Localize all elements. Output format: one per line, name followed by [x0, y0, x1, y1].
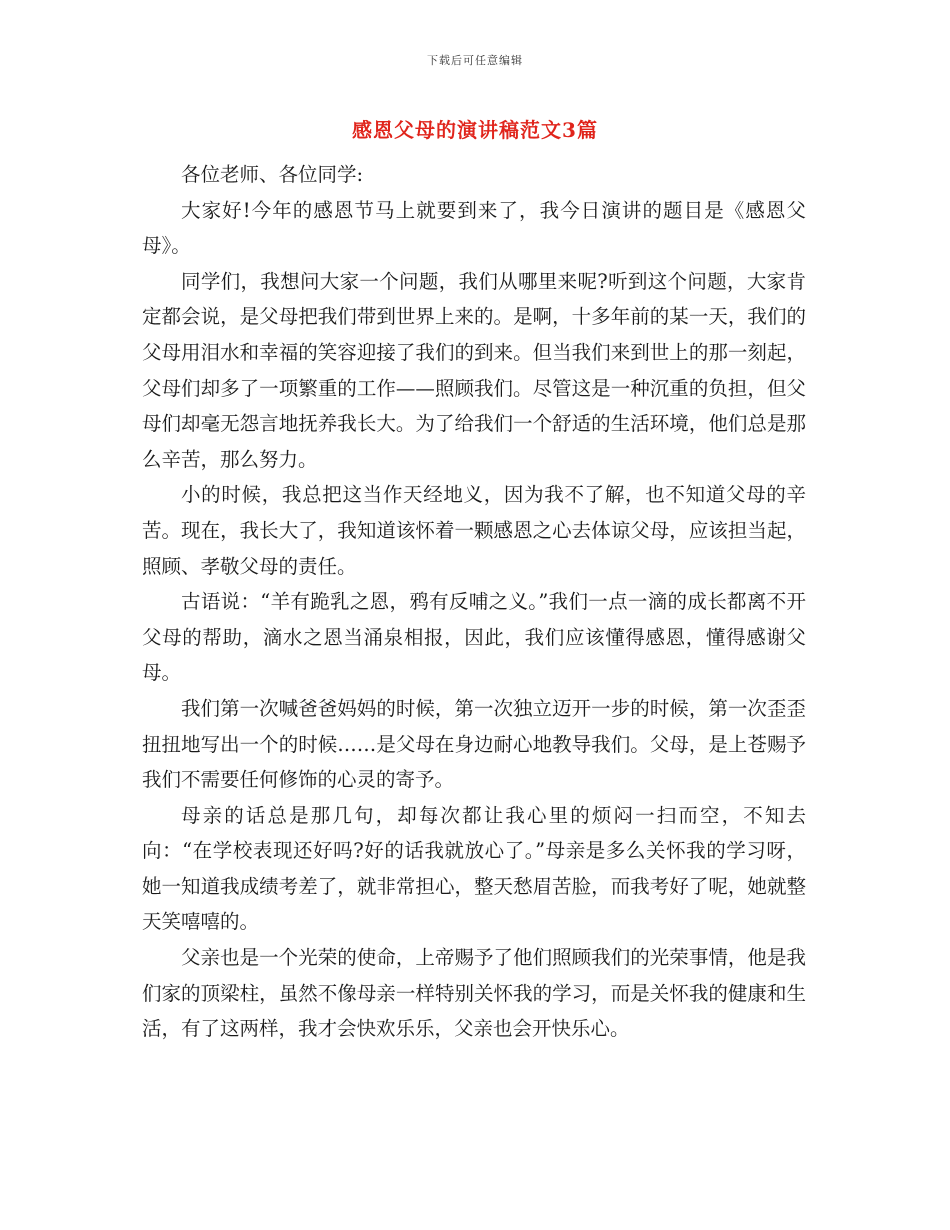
paragraph-3: 小的时候，我总把这当作天经地义，因为我不了解，也不知道父母的辛苦。现在，我长大了，我知道该怀着一颗感恩之心去体谅父母，应该担当起，照顾、孝敬父母的责任。: [142, 483, 806, 578]
paragraph-1: 大家好!今年的感恩节马上就要到来了，我今日演讲的题目是《感恩父母》。: [142, 198, 806, 258]
paragraph-7: 父亲也是一个光荣的使命，上帝赐予了他们照顾我们的光荣事情，他是我们家的顶梁柱，虽然不像母亲一样特别关怀我的学习，而是关怀我的健康和生活，有了这两样，我才会快欢乐乐，父亲也会开快乐心。: [142, 946, 806, 1041]
page-header-note: 下载后可任意编辑: [427, 54, 523, 67]
paragraph-greeting: 各位老师、各位同学:: [181, 163, 364, 186]
paragraph-6: 母亲的话总是那几句，却每次都让我心里的烦闷一扫而空，不知去向：“在学校表现还好吗?好的话我就放心了。”母亲是多么关怀我的学习呀，她一知道我成绩考差了，就非常担心，整天愁眉苦脸，而我考好了呢，她就整天笑嘻嘻的。: [142, 803, 806, 934]
paragraph-5: 我们第一次喊爸爸妈妈的时候，第一次独立迈开一步的时候，第一次歪歪扭扭地写出一个的时候……是父母在身边耐心地教导我们。父母，是上苍赐予我们不需要任何修饰的心灵的寄予。: [142, 696, 806, 792]
document-title: 感恩父母的演讲稿范文3篇: [352, 118, 598, 142]
paragraph-4: 古语说：“羊有跪乳之恩，鸦有反哺之义。”我们一点一滴的成长都离不开父母的帮助，滴水之恩当涌泉相报，因此，我们应该懂得感恩，懂得感谢父母。: [142, 590, 806, 685]
document-body: [142, 157, 806, 1047]
paragraph-2: 同学们，我想问大家一个问题，我们从哪里来呢?听到这个问题，大家肯定都会说，是父母把我们带到世界上来的。是啊，十多年前的某一天，我们的父母用泪水和幸福的笑容迎接了我们的到来。但当我们来到世上的那一刻起，父母们却多了一项繁重的工作——照顾我们。尽管这是一种沉重的负担，但父母们却毫无怨言地抚养我长大。为了给我们一个舒适的生活环境，他们总是那么辛苦，那么努力。: [142, 269, 806, 471]
